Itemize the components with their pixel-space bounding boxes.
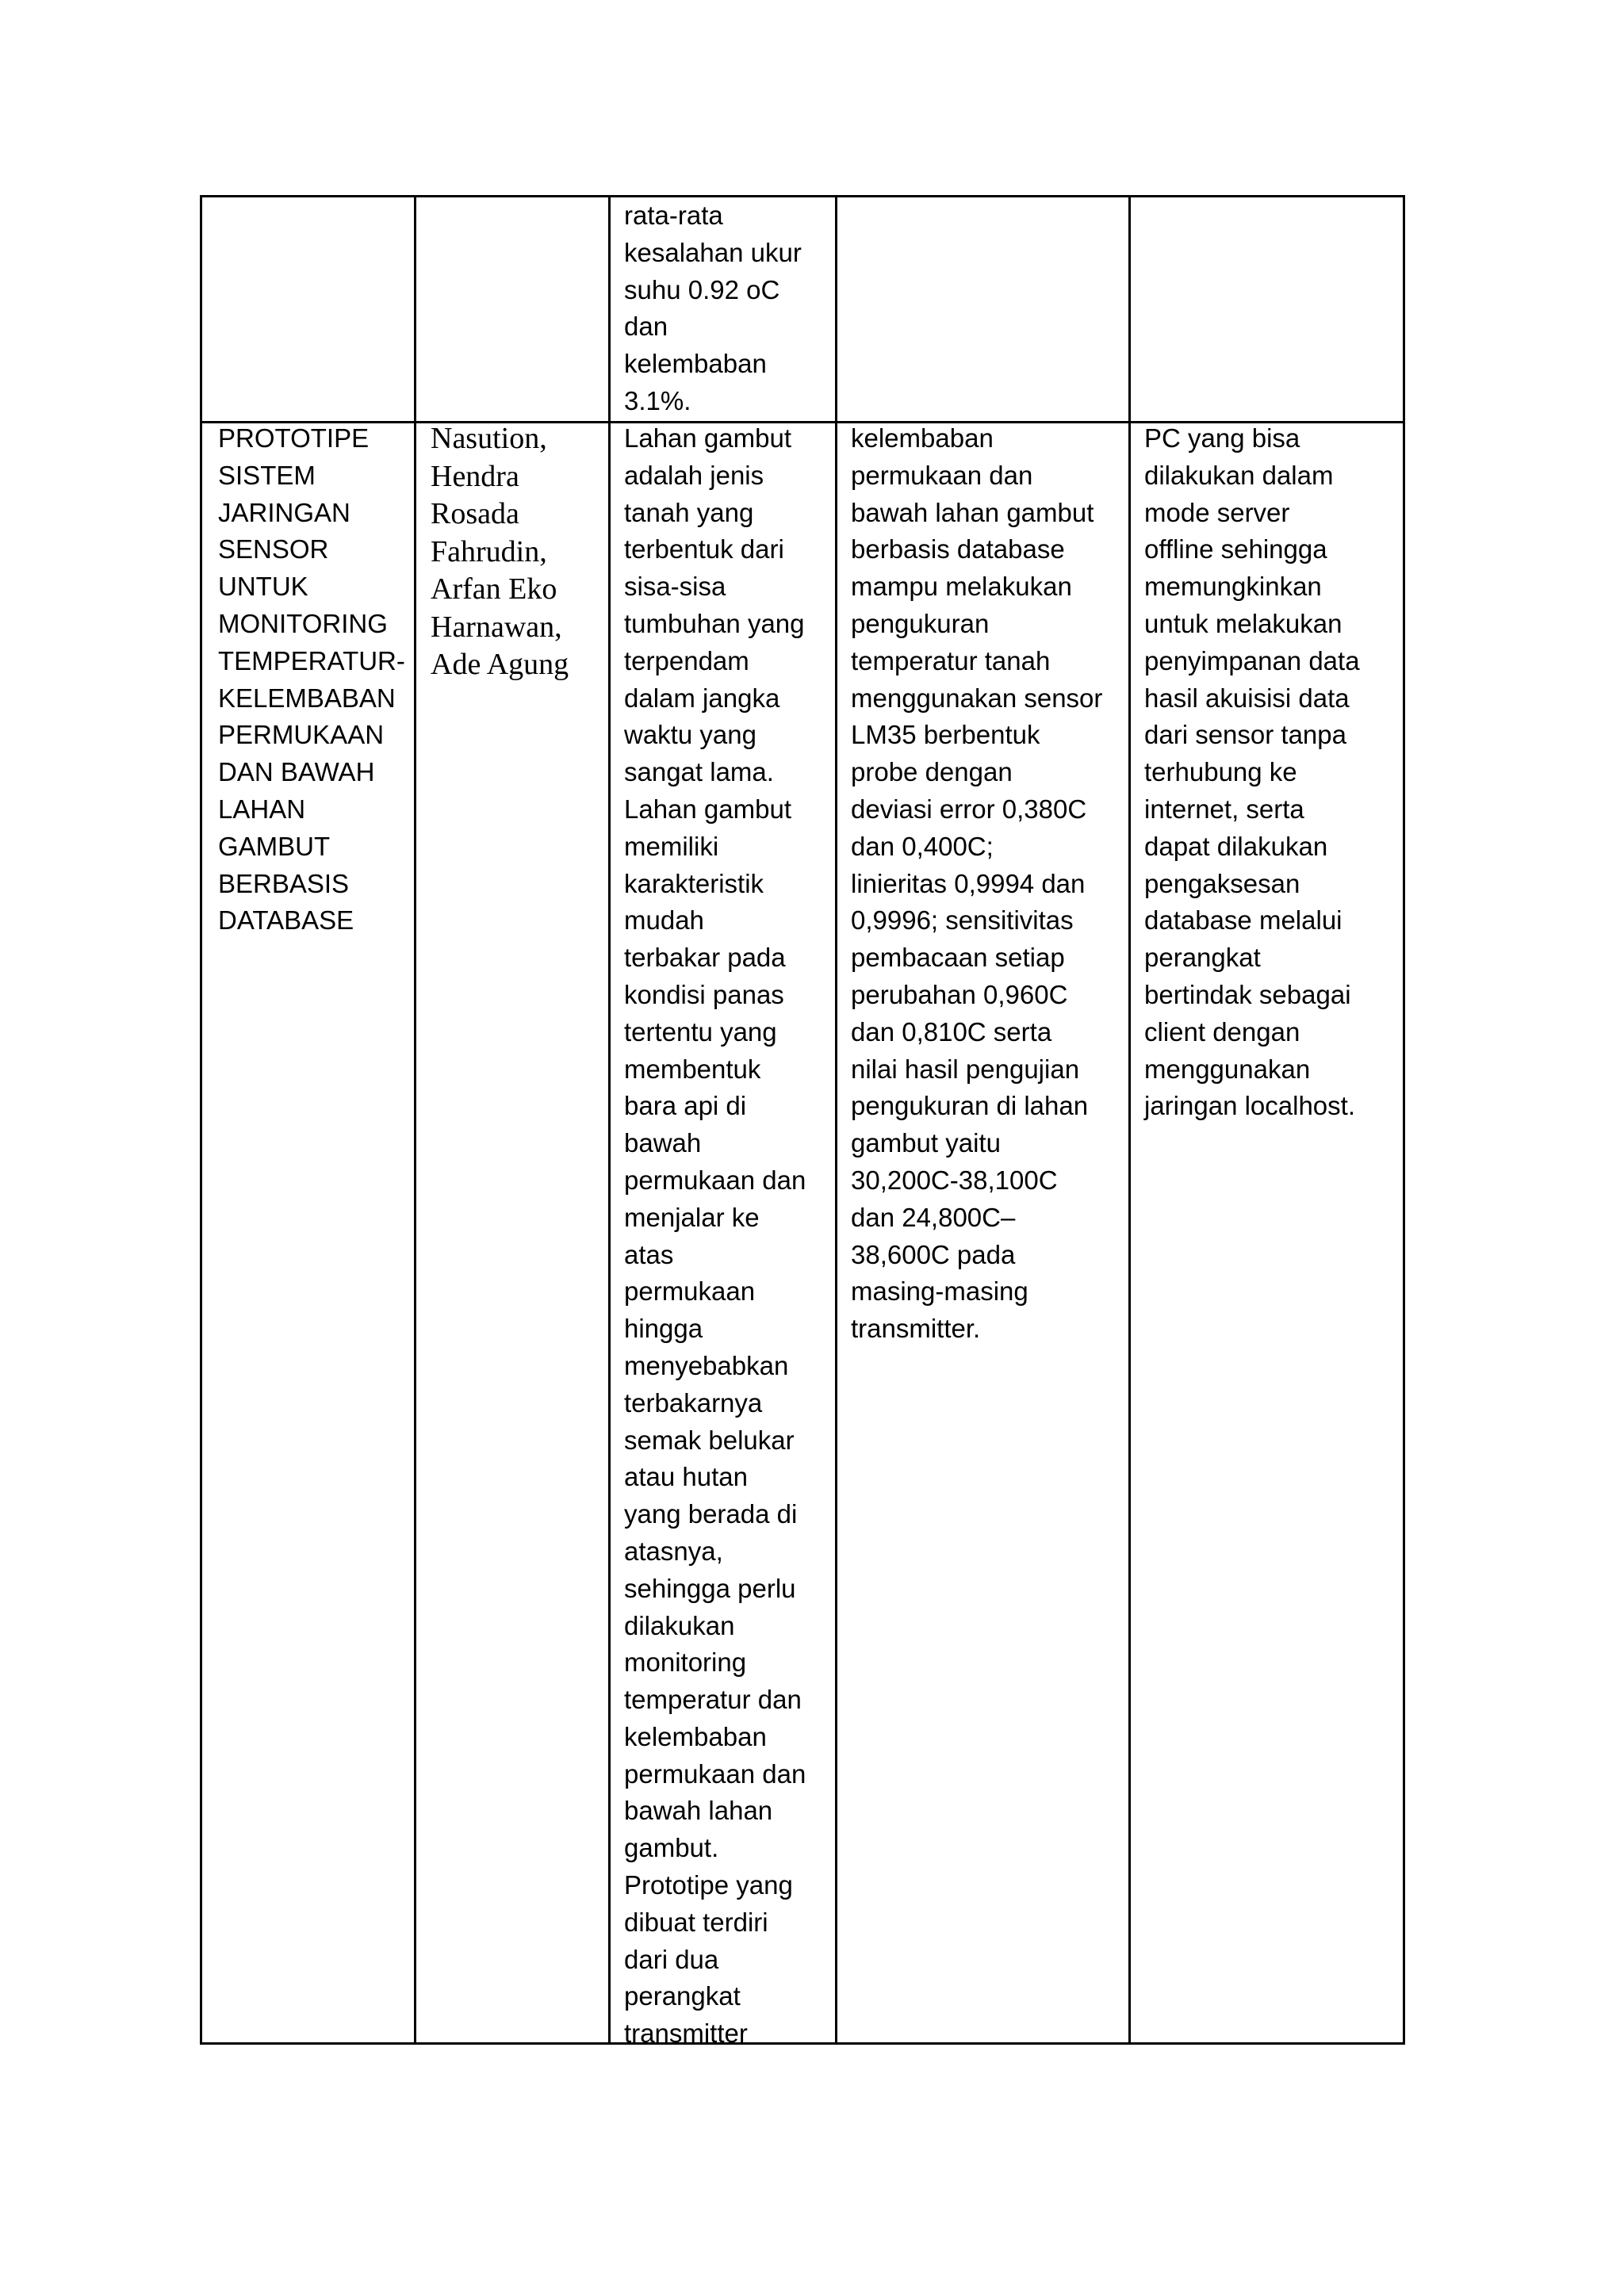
- cell-text-line: tumbuhan yang: [624, 608, 805, 638]
- cell-text-line: internet, serta: [1144, 794, 1304, 824]
- cell-text-line: perubahan 0,960C: [851, 979, 1068, 1009]
- cell-text-line: yang berada di: [624, 1499, 798, 1529]
- cell-text-line: LAHAN: [218, 794, 306, 824]
- cell-text-line: offline sehingga: [1144, 534, 1327, 564]
- cell-text-line: terbentuk dari: [624, 534, 784, 564]
- cell-text-line: bara api di: [624, 1091, 747, 1121]
- review-table: [200, 195, 1405, 2049]
- cell-text-line: dan: [624, 312, 668, 342]
- cell-text-line: Ade Agung: [431, 648, 569, 681]
- cell-text-line: DATABASE: [218, 905, 354, 936]
- cell-text-line: 30,200C-38,100C: [851, 1165, 1058, 1195]
- cell-text-line: memiliki: [624, 831, 719, 861]
- cell-text-line: linieritas 0,9994 dan: [851, 868, 1086, 898]
- cell-text-line: permukaan dan: [624, 1165, 806, 1195]
- cell-text-line: 0,9996; sensitivitas: [851, 905, 1074, 936]
- cell-text-line: menyebabkan: [624, 1350, 789, 1380]
- conclusion-cell: [1144, 420, 1360, 1125]
- cell-text-line: membentuk: [624, 1054, 761, 1084]
- cell-text-line: Rosada: [431, 497, 519, 530]
- cell-text-line: jaringan localhost.: [1144, 1091, 1355, 1121]
- cell-text-line: perangkat: [624, 1981, 741, 2011]
- cell-text-line: memungkinkan: [1144, 572, 1322, 602]
- cell-text-line: kelembaban: [851, 423, 994, 453]
- cell-text-line: suhu 0.92 oC: [624, 274, 780, 304]
- cell-text-line: permukaan dan: [851, 460, 1033, 490]
- cell-text-line: Lahan gambut: [624, 794, 792, 824]
- cell-text-line: karakteristik: [624, 868, 764, 898]
- cell-text-line: untuk melakukan: [1144, 608, 1342, 638]
- cell-text-line: gambut yaitu: [851, 1128, 1001, 1158]
- cell-text-line: perangkat: [1144, 943, 1261, 973]
- cell-text-line: pengukuran di lahan: [851, 1091, 1089, 1121]
- cell-text-line: permukaan: [624, 1276, 756, 1307]
- cell-text-line: semak belukar: [624, 1425, 795, 1455]
- cell-text-line: adalah jenis: [624, 460, 764, 490]
- results-cell: [851, 420, 1102, 1348]
- cell-text-line: tertentu yang: [624, 1016, 777, 1047]
- cell-text-line: PC yang bisa: [1144, 423, 1300, 453]
- cell-text-line: pengukuran: [851, 608, 990, 638]
- cell-text-line: monitoring: [624, 1647, 747, 1678]
- cell-text-line: pembacaan setiap: [851, 943, 1065, 973]
- cell-text-line: PERMUKAAN: [218, 720, 385, 750]
- background-cell: [624, 420, 806, 2053]
- cell-text-line: penyimpanan data: [1144, 645, 1360, 675]
- cell-text-line: hasil akuisisi data: [1144, 683, 1350, 713]
- cell-text-line: atas: [624, 1239, 674, 1269]
- cell-text-line: transmitter: [624, 2019, 748, 2049]
- cell-text-line: Lahan gambut: [624, 423, 792, 453]
- cell-text-line: DAN BAWAH: [218, 757, 375, 787]
- cell-text-line: kelembaban: [624, 349, 767, 379]
- cell-text-line: dari dua: [624, 1944, 719, 1974]
- cell-text-line: probe dengan: [851, 757, 1013, 787]
- cell-text-line: bertindak sebagai: [1144, 979, 1351, 1009]
- authors-cell: [431, 420, 569, 684]
- cell-text-line: terhubung ke: [1144, 757, 1297, 787]
- cell-text-line: kondisi panas: [624, 979, 784, 1009]
- cell-text-line: sisa-sisa: [624, 572, 726, 602]
- cell-text-line: hingga: [624, 1314, 703, 1344]
- cell-text-line: dan 0,810C serta: [851, 1016, 1052, 1047]
- cell-text-line: pengaksesan: [1144, 868, 1300, 898]
- column-divider: [608, 197, 611, 2042]
- cell-text-line: permukaan dan: [624, 1758, 806, 1789]
- cell-text-line: masing-masing: [851, 1276, 1028, 1307]
- cell-text-line: sehingga perlu: [624, 1573, 796, 1603]
- cell-text-line: UNTUK: [218, 572, 308, 602]
- column-divider: [414, 197, 416, 2042]
- cell-text-line: kesalahan ukur: [624, 237, 802, 267]
- paper-title-cell: [218, 420, 405, 939]
- cell-text-line: TEMPERATUR-: [218, 645, 405, 675]
- cell-text-line: dilakukan: [624, 1610, 735, 1640]
- cell-text-line: dilakukan dalam: [1144, 460, 1334, 490]
- cell-text-line: terpendam: [624, 645, 749, 675]
- cell-text-line: bawah: [624, 1128, 702, 1158]
- cell-text-line: sangat lama.: [624, 757, 774, 787]
- cell-text-line: dapat dilakukan: [1144, 831, 1328, 861]
- cell-text-line: berbasis database: [851, 534, 1065, 564]
- cell-text-line: waktu yang: [624, 720, 756, 750]
- cell-text-line: kelembaban: [624, 1721, 767, 1751]
- column-divider: [1128, 197, 1131, 2042]
- cell-text-line: temperatur dan: [624, 1685, 802, 1715]
- cell-text-line: dari sensor tanpa: [1144, 720, 1346, 750]
- cell-text-line: temperatur tanah: [851, 645, 1051, 675]
- cell-text-line: tanah yang: [624, 497, 754, 527]
- row1-col3-cell: [624, 197, 802, 420]
- cell-text-line: deviasi error 0,380C: [851, 794, 1087, 824]
- cell-text-line: dalam jangka: [624, 683, 780, 713]
- cell-text-line: atau hutan: [624, 1462, 748, 1492]
- cell-text-line: menggunakan: [1144, 1054, 1311, 1084]
- cell-text-line: Nasution,: [431, 422, 547, 455]
- cell-text-line: terbakarnya: [624, 1387, 763, 1418]
- cell-text-line: Arfan Eko: [431, 572, 557, 606]
- cell-text-line: SISTEM: [218, 460, 316, 490]
- cell-text-line: menjalar ke: [624, 1202, 760, 1232]
- cell-text-line: menggunakan sensor: [851, 683, 1103, 713]
- cell-text-line: KELEMBABAN: [218, 683, 396, 713]
- cell-text-line: PROTOTIPE: [218, 423, 370, 453]
- cell-text-line: transmitter.: [851, 1314, 981, 1344]
- cell-text-line: 38,600C pada: [851, 1239, 1016, 1269]
- cell-text-line: Harnawan,: [431, 610, 562, 644]
- cell-text-line: LM35 berbentuk: [851, 720, 1040, 750]
- cell-text-line: atasnya,: [624, 1536, 723, 1566]
- cell-text-line: nilai hasil pengujian: [851, 1054, 1080, 1084]
- cell-text-line: bawah lahan gambut: [851, 497, 1094, 527]
- cell-text-line: BERBASIS: [218, 868, 350, 898]
- cell-text-line: database melalui: [1144, 905, 1342, 936]
- cell-text-line: dan 0,400C;: [851, 831, 994, 861]
- cell-text-line: GAMBUT: [218, 831, 331, 861]
- cell-text-line: Fahrudin,: [431, 534, 547, 568]
- cell-text-line: client dengan: [1144, 1016, 1300, 1047]
- cell-text-line: dan 24,800C–: [851, 1202, 1016, 1232]
- cell-text-line: bawah lahan: [624, 1796, 773, 1826]
- column-divider: [835, 197, 837, 2042]
- cell-text-line: terbakar pada: [624, 943, 786, 973]
- cell-text-line: mampu melakukan: [851, 572, 1072, 602]
- cell-text-line: dibuat terdiri: [624, 1907, 768, 1937]
- cell-text-line: MONITORING: [218, 608, 388, 638]
- cell-text-line: JARINGAN: [218, 497, 350, 527]
- cell-text-line: mudah: [624, 905, 704, 936]
- cell-text-line: Hendra: [431, 459, 519, 493]
- cell-text-line: mode server: [1144, 497, 1290, 527]
- cell-text-line: gambut.: [624, 1833, 719, 1863]
- cell-text-line: SENSOR: [218, 534, 329, 564]
- cell-text-line: rata-rata: [624, 201, 723, 230]
- cell-text-line: 3.1%.: [624, 385, 691, 415]
- cell-text-line: Prototipe yang: [624, 1870, 793, 1900]
